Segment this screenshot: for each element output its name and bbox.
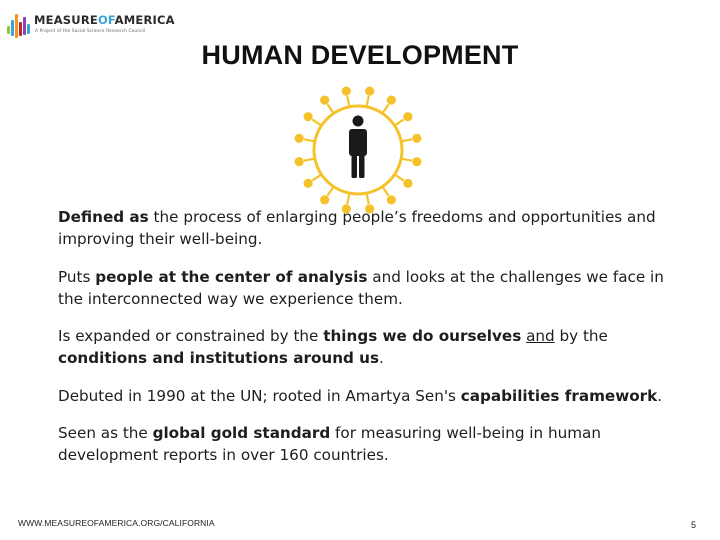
body-text (58, 206, 668, 482)
sun-ray-dot (304, 112, 313, 121)
sun-ray (327, 104, 333, 113)
paragraph-segment: and looks at the challenges we face in the interconnected way we experience them. (58, 267, 664, 308)
paragraph-segment: Puts (58, 267, 96, 286)
paragraph-segment: Is expanded or constrained by the (58, 327, 324, 345)
paragraph-segment: people at the center of analysis (95, 267, 368, 286)
logo-word-3: AMERICA (114, 13, 175, 27)
page-title: HUMAN DEVELOPMENT (201, 40, 519, 70)
paragraph-segment: global gold standard (152, 424, 331, 442)
sun-ray (382, 187, 388, 196)
paragraph-segment: capabilities framework (460, 386, 658, 405)
sun-ray-dot (387, 195, 396, 204)
sun-ray-dot (403, 179, 412, 188)
logo-tagline: A Project of the Social Science Research Council (35, 29, 146, 34)
paragraph (58, 206, 668, 250)
sun-ray-dot (320, 96, 329, 105)
logo (6, 10, 176, 40)
sun-ray (304, 159, 315, 161)
sun-ray (401, 139, 412, 141)
person-figure (349, 116, 367, 179)
paragraph-segment: Seen as the (58, 424, 153, 442)
sun-ray (367, 193, 369, 204)
footer-url[interactable]: WWW.MEASUREOFAMERICA.ORG/CALIFORNIA (18, 518, 215, 528)
sun-ray-dot (412, 157, 421, 166)
logo-word-1: MEASURE (34, 13, 98, 27)
sun-ray-dot (387, 96, 396, 105)
paragraph-segment: Debuted in 1990 at the UN; rooted in Amartya Sen's (58, 386, 461, 405)
sun-ray (347, 96, 349, 107)
sun-ray (347, 193, 349, 204)
emblem-graphic (292, 84, 424, 216)
sun-ray (312, 119, 321, 125)
sun-ray-dot (412, 134, 421, 143)
sun-ray (395, 119, 404, 125)
sun-ray-dot (342, 87, 351, 96)
paragraph (58, 266, 668, 310)
sun-ray-dot (304, 179, 313, 188)
paragraph-segment: for measuring well-being in human development reports in over 160 countries. (58, 424, 601, 464)
paragraph (58, 422, 668, 466)
paragraph-segment: by the (554, 327, 608, 345)
paragraph-segment: . (657, 386, 663, 405)
paragraph-segment: and (526, 327, 555, 345)
sun-ray-dot (365, 87, 374, 96)
sun-ray (401, 159, 412, 161)
paragraph-segment: conditions and institutions around us (58, 349, 380, 367)
sun-ray-dot (295, 157, 304, 166)
paragraph-segment: the process of enlarging people’s freedoms and opportunities and improving their well-being. (58, 208, 656, 248)
paragraph-segment: things we do ourselves (323, 327, 522, 345)
page-number: 5 (690, 520, 696, 530)
paragraph (58, 385, 668, 407)
logo-word-2: OF (97, 13, 115, 27)
sun-ray (367, 96, 369, 107)
sun-ray-dot (403, 112, 412, 121)
person-in-sun-icon (292, 84, 424, 216)
logo-bars-icon (6, 12, 32, 40)
sun-ray (395, 174, 404, 180)
sun-ray-dot (295, 134, 304, 143)
paragraph-segment: Defined as (58, 208, 149, 226)
sun-ray (382, 104, 388, 113)
sun-ray (312, 174, 321, 180)
paragraph-segment: . (379, 349, 384, 367)
logo-wordmark (34, 13, 175, 27)
sun-ray-dot (320, 195, 329, 204)
paragraph (58, 325, 668, 369)
sun-ray (304, 139, 315, 141)
sun-ray (327, 187, 333, 196)
